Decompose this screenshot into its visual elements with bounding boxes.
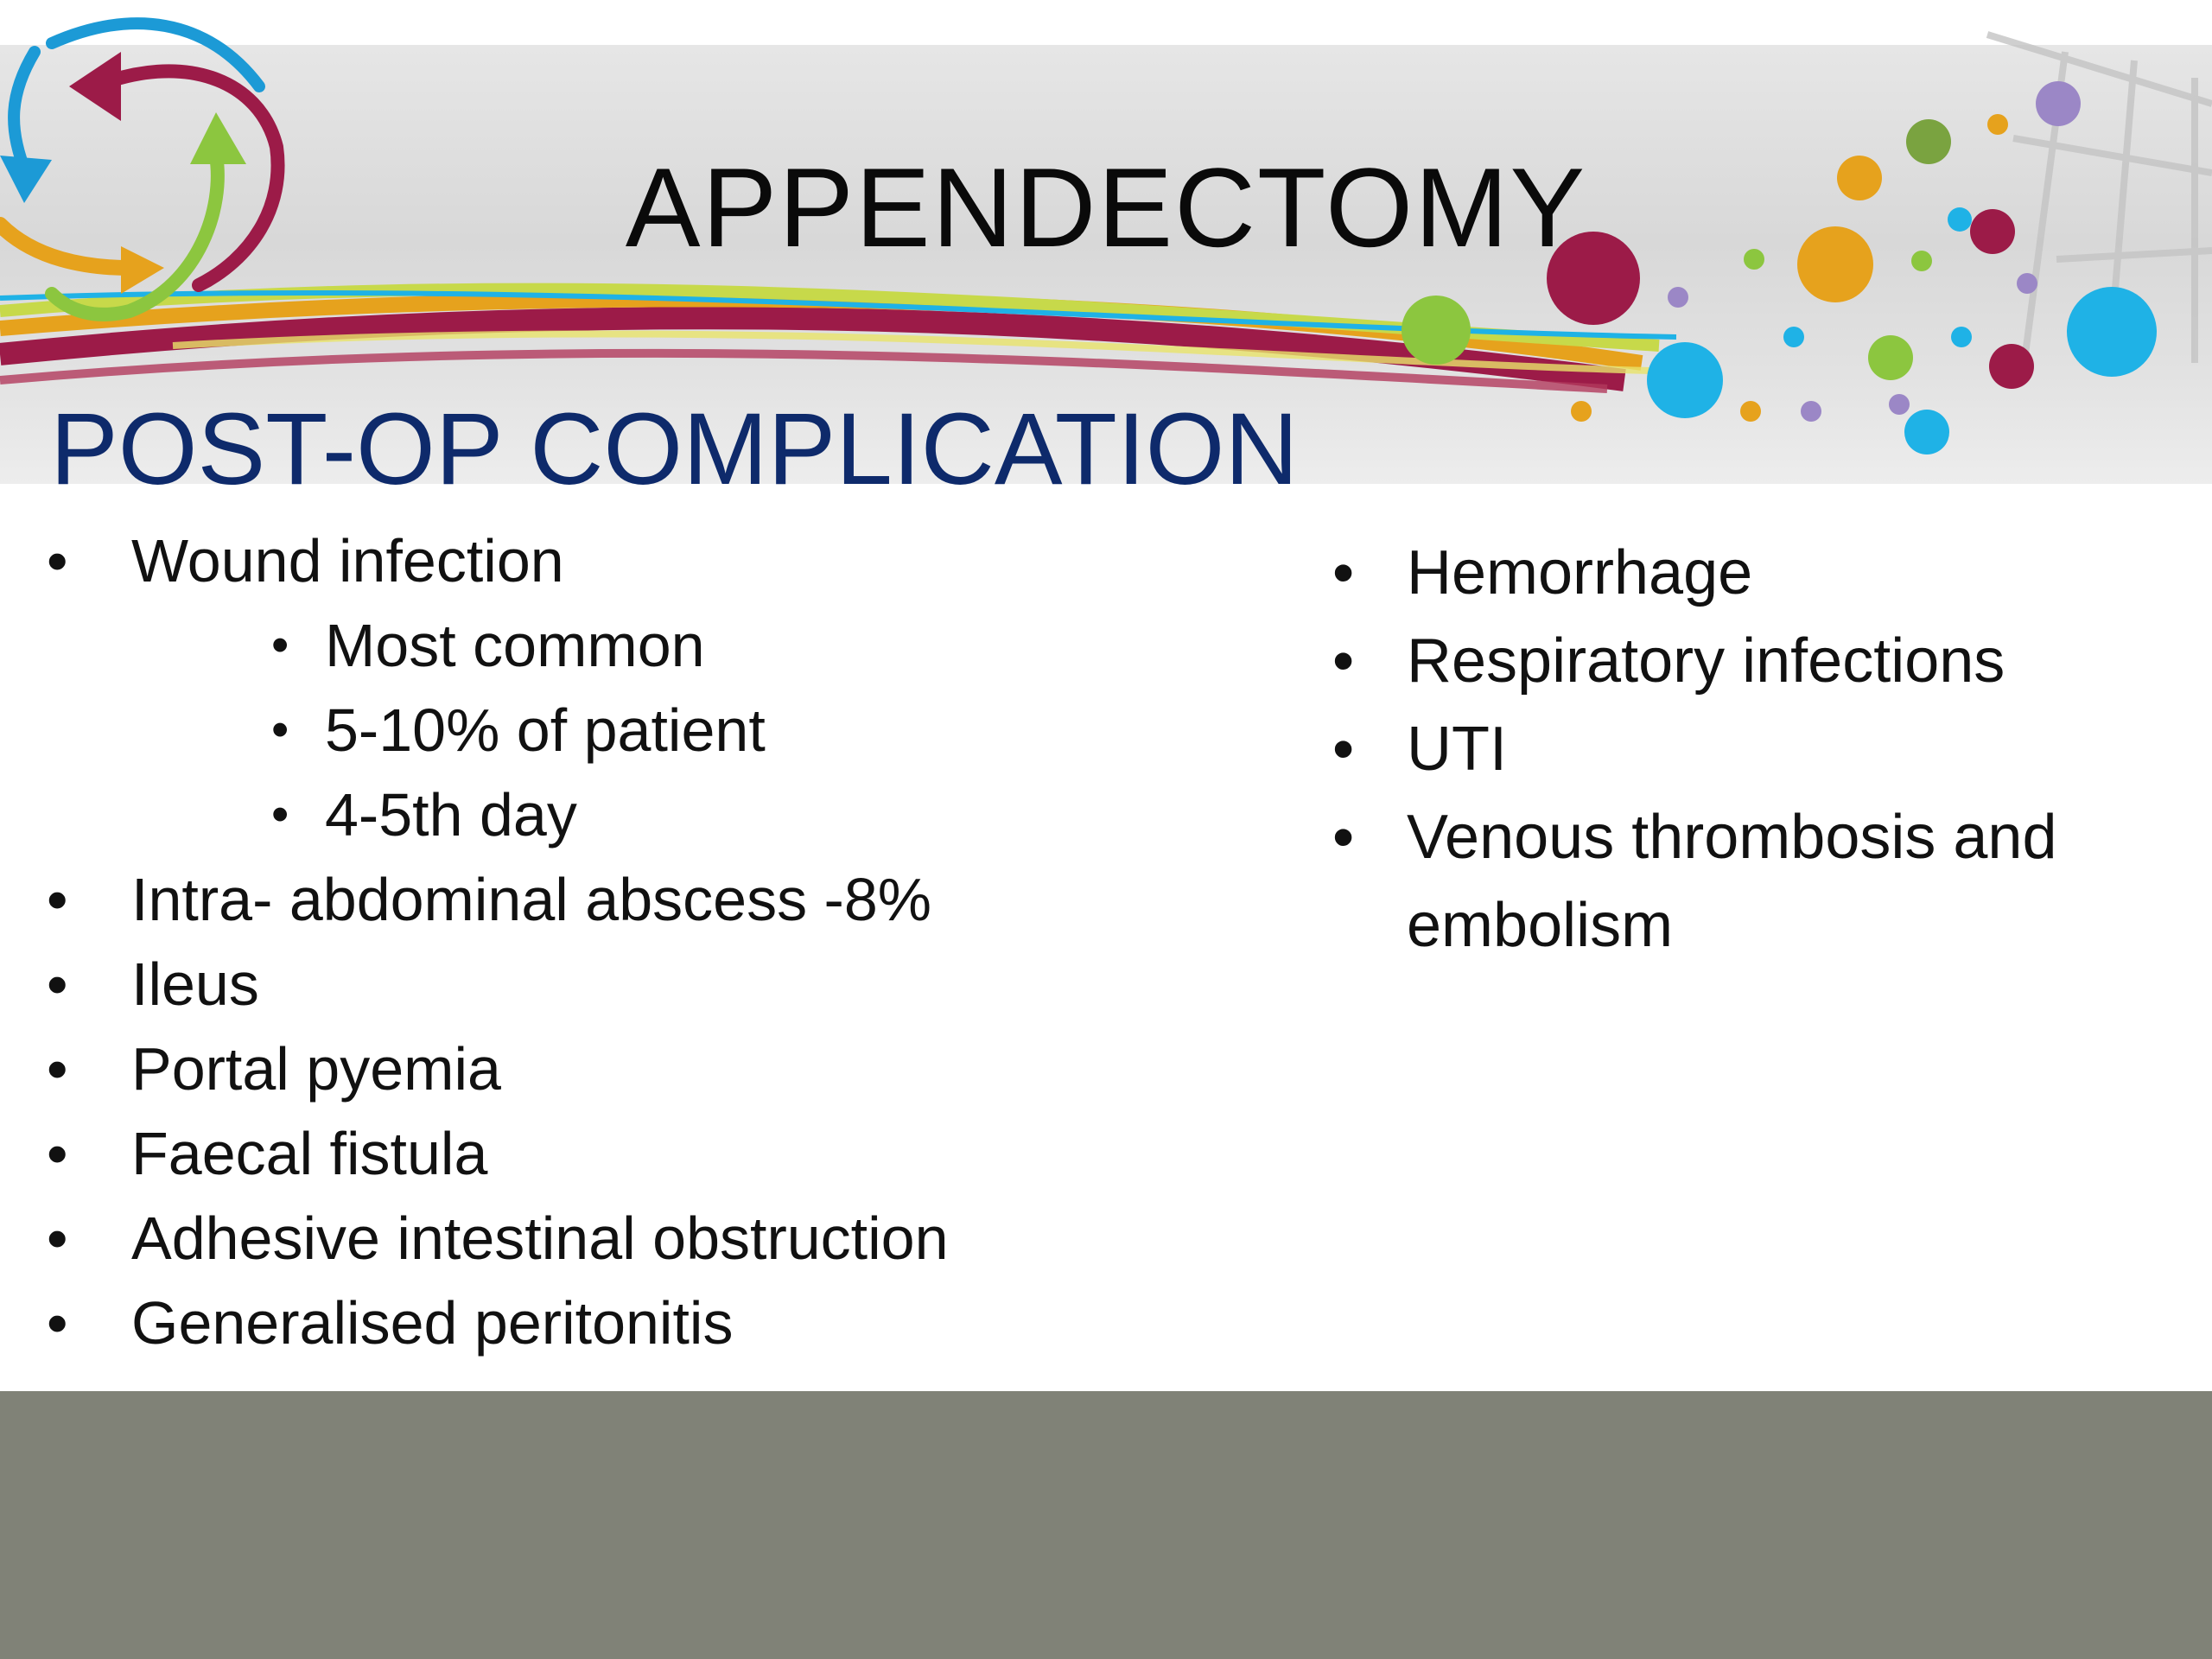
slide-title: APPENDECTOMY bbox=[625, 144, 1587, 270]
list-item-portal-pyemia: • Portal pyemia bbox=[0, 1027, 949, 1111]
list-item-ileus: • Ileus bbox=[0, 942, 949, 1027]
circular-arrows-logo bbox=[0, 23, 278, 315]
slide-subtitle: POST-OP COMPLICATION bbox=[50, 392, 1299, 506]
sub-list-item-most-common: • Most common bbox=[0, 603, 949, 688]
left-bullet-list bbox=[0, 518, 949, 1365]
list-item-faecal-fistula: • Faecal fistula bbox=[0, 1111, 949, 1196]
sub-list-item-incidence: • 5-10% of patient bbox=[0, 688, 949, 772]
list-item-generalised-peritonitis: • Generalised peritonitis bbox=[0, 1281, 949, 1365]
list-item-wound-infection: • Wound infection bbox=[0, 518, 949, 603]
list-item-intra-abdominal-abscess: • Intra- abdominal abscess -8% bbox=[0, 857, 949, 942]
list-item-respiratory-infections: • Respiratory infections bbox=[1331, 617, 2195, 705]
list-item-uti: • UTI bbox=[1331, 705, 2195, 793]
list-item-venous-thrombosis: • Venous thrombosis and embolism bbox=[1331, 793, 2195, 969]
footer-band bbox=[0, 1391, 2212, 1659]
right-bullet-list bbox=[1331, 529, 2195, 969]
list-item-hemorrhage: • Hemorrhage bbox=[1331, 529, 2195, 617]
sub-list-item-onset-day: • 4-5th day bbox=[0, 772, 949, 857]
list-item-adhesive-obstruction: • Adhesive intestinal obstruction bbox=[0, 1196, 949, 1281]
